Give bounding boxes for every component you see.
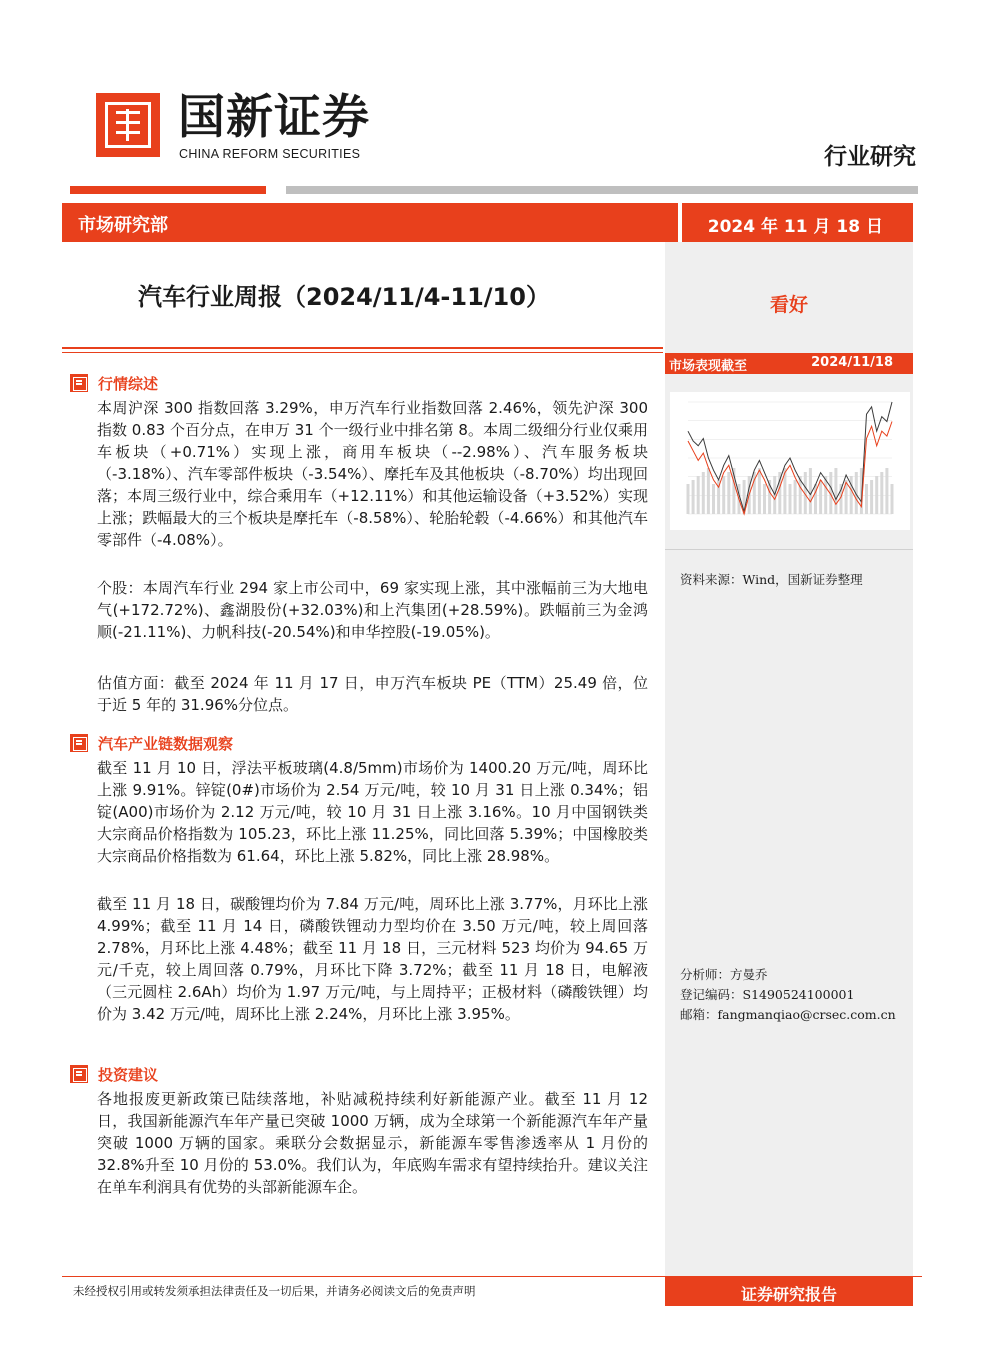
chart-volume-bar	[885, 468, 888, 514]
market-performance-date: 2024/11/18	[811, 355, 893, 370]
analyst-email: 邮箱：fangmanqiao@crsec.com.cn	[680, 1007, 896, 1022]
chart-volume-bar	[870, 480, 873, 514]
chart-volume-bar	[794, 480, 797, 514]
chart-volume-bar	[697, 476, 700, 514]
chart-volume-bar	[727, 472, 730, 514]
chart-volume-bar	[891, 484, 894, 514]
title-rule	[62, 347, 663, 349]
brand-logo	[96, 93, 160, 157]
chart-volume-bar	[789, 484, 792, 514]
analyst-cert: 登记编码：S1490524100001	[680, 987, 855, 1002]
title-rule-thin	[62, 352, 663, 353]
section-icon	[70, 1065, 88, 1083]
footer-badge-label: 证券研究报告	[740, 1285, 837, 1304]
department-label: 市场研究部	[78, 215, 168, 236]
chart-volume-bar	[834, 468, 837, 514]
brand-name-cn: 国新证券	[178, 90, 370, 145]
paragraph: 截至 11 月 18 日，碳酸锂均价为 7.84 万元/吨，周环比上涨 3.77%，月环比上涨 4.99%；截至 11 月 14 日，磷酸铁锂动力型均价在 3.50 万元/吨，较上周回落 2.78%，月环比上涨 4.48%；截至 11 月 18 日，三元材料 523 均价为 94.65 万元/千克，较上周回落 0.79%，月环比下降 3.72%；截至 11 月 18 日，电解液（三元圆柱 2.6Ah）均价为 1.97 万元/吨，与上周持平；正极材料（磷酸铁锂）均价为 3.42 万元/吨，周环比上涨 2.24%，月环比上涨 3.95%。	[97, 895, 648, 1023]
chart-volume-bar	[722, 476, 725, 514]
footer-badge	[665, 1277, 913, 1306]
paragraph: 截至 11 月 10 日，浮法平板玻璃(4.8/5mm)市场价为 1400.20 万元/吨，周环比上涨 9.91%。锌锭(0#)市场价为 2.54 万元/吨，较 10 月 31 日上涨 0.34%；铝锭(A00)市场价为 2.12 万元/吨，较 10 月 31 日上涨 3.16%。10 月中国钢铁类大宗商品价格指数为 105.23，环比上涨 11.25%，同比回落 5.39%；中国橡胶类大宗商品价格指数为 61.64，环比上涨 5.82%，同比上涨 28.98%。	[97, 759, 648, 865]
market-performance-band	[665, 353, 913, 374]
brand-name-en: CHINA REFORM SECURITIES	[179, 147, 361, 161]
paragraph: 本周沪深 300 指数回落 3.29%，申万汽车行业指数回落 2.46%，领先沪深 300 指数 0.83 个百分点，在申万 31 个一级行业中排名第 8。本周二级细分行业仅乘用车板块（+0.71%）实现上涨，商用车板块（--2.98%）、汽车服务板块（-3.18%）、汽车零部件板块（-3.54%）、摩托车及其他板块（-8.70%）均出现回落；本周三级行业中，综合乘用车（+12.11%）和其他运输设备（+3.52%）实现上涨；跌幅最大的三个板块是摩托车（-8.58%）、轮胎轮毂（-4.66%）和其他汽车零部件（-4.08%）。	[97, 399, 648, 549]
chart-volume-bar	[707, 468, 710, 514]
chart-volume-bar	[865, 484, 868, 514]
chart-volume-bar	[763, 484, 766, 514]
chart-volume-bar	[712, 484, 715, 514]
paragraph: 个股：本周汽车行业 294 家上市公司中，69 家实现上涨，其中涨幅前三为大地电气(+172.72%)、鑫湖股份(+32.03%)和上汽集团(+28.59%)。跌幅前三为金鸿顺(-21.11%)、力帆科技(-20.54%)和申华控股(-19.05%)。	[97, 579, 648, 641]
section-icon	[70, 734, 88, 752]
chart-volume-bar	[692, 480, 695, 514]
paragraph: 各地报废更新政策已陆续落地，补贴减税持续利好新能源产业。截至 11 月 12 日，我国新能源汽车年产量已突破 1000 万辆，成为全球第一个新能源汽车年产量突破 1000 万辆的国家。乘联分会数据显示，新能源车零售渗透率从 1 月份的 32.8%升至 10 月份的 53.0%。我们认为，年底购车需求有望持续抬升。建议关注在单车利润具有优势的头部新能源车企。	[97, 1090, 648, 1196]
chart-volume-bar	[702, 472, 705, 514]
report-date: 2024 年 11 月 18 日	[707, 217, 883, 237]
rating-label: 看好	[770, 294, 809, 316]
paragraph: 估值方面：截至 2024 年 11 月 17 日，申万汽车板块 PE（TTM）25.49 倍，位于近 5 年的 31.96%分位点。	[97, 674, 648, 714]
footer-disclaimer: 未经授权引用或转发须承担法律责任及一切后果，并请务必阅读文后的免责声明	[73, 1284, 476, 1298]
report-title: 汽车行业周报（2024/11/4-11/10）	[138, 283, 550, 311]
header-band	[62, 203, 913, 242]
header-bar-red	[70, 186, 266, 194]
analyst-info	[680, 965, 896, 1025]
section-title: 行情综述	[98, 375, 159, 393]
header-bar-gray	[286, 186, 918, 194]
chart-volume-bar	[819, 480, 822, 514]
chart-volume-bar	[875, 476, 878, 514]
analyst-name: 分析师：方曼乔	[680, 967, 768, 982]
report-type: 行业研究	[824, 143, 916, 170]
section-title: 投资建议	[98, 1066, 159, 1084]
market-performance-chart	[670, 392, 910, 530]
chart-volume-bar	[809, 468, 812, 514]
section-title: 汽车产业链数据观察	[98, 735, 234, 753]
chart-volume-bar	[758, 468, 761, 514]
chart-divider	[665, 549, 913, 550]
chart-source: 资料来源：Wind，国新证券整理	[680, 572, 863, 587]
header-divider	[678, 203, 682, 242]
section-icon	[70, 374, 88, 392]
market-performance-label: 市场表现截至	[669, 359, 748, 374]
chart-volume-bar	[880, 472, 883, 514]
chart-volume-bar	[687, 484, 690, 514]
